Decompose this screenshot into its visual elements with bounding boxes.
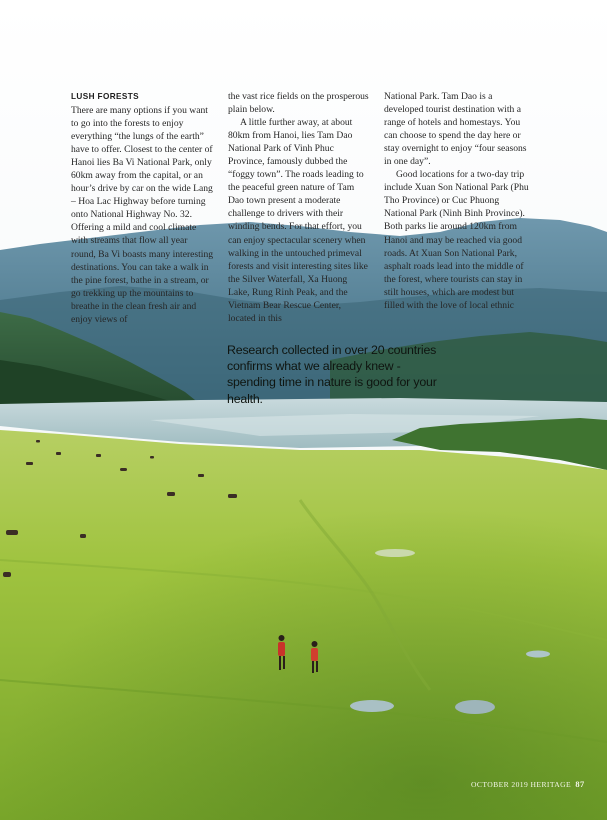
article-column-2 xyxy=(228,90,371,325)
column-3-paragraph-b: Good locations for a two-day trip include Xuan Son National Park (Phu Tho Province) or Cuc Phuong National Park (Ninh Binh Province). Both parks lie around 120km from Hanoi and may be reached via good roads. At Xuan Son National Park, asphalt roads lead into the middle of the forest, where tourists can stay in stilt houses, which are modest but filled with the love of local ethnic xyxy=(384,169,529,311)
column-3-paragraph-a: National Park. Tam Dao is a developed tourist destination with a range of hotels and homestays. You can choose to spend the day here or stay overnight to enjoy “four seasons in one day”. xyxy=(384,91,527,168)
pull-quote: Research collected in over 20 countries confirms what we already knew - spending time in nature is good for your health. xyxy=(227,343,437,406)
column-1-paragraph: There are many options if you want to go into the forests to enjoy everything “the lungs of the earth” have to offer. Closest to the center of Hanoi lies Ba Vi National Park, only 60km away from the capital, or an hour’s drive by car on the wide Lang – Hoa Lac Highway before turning onto National Highway No. 32. Offering a mild and cool climate with streams that flow all year round, Ba Vi boasts many interesting destinations. You can take a walk in the pine forest, bathe in a stream, or go trekking up the mountains to breathe in the clean fresh air and enjoy views of xyxy=(71,105,214,325)
article-column-3 xyxy=(384,90,529,312)
column-2-paragraph-b: A little further away, at about 80km from Hanoi, lies Tam Dao National Park of Vinh Phuc Province, famously dubbed the “foggy town”. The roads leading to the peaceful green nature of Tam Dao town present a moderate challenge to drivers with their winding bends. For that effort, you can enjoy spectacular scenery when walking in the untouched primeval forests and visit interesting sites like the Silver Waterfall, Xa Huong Lake, Rung Rinh Peak, and the Vietnam Bear Rescue Center, located in this xyxy=(228,117,368,324)
column-2-paragraph-a: the vast rice fields on the prosperous plain below. xyxy=(228,91,369,116)
page-number: 87 xyxy=(575,780,585,789)
article-column-1 xyxy=(71,90,214,326)
page-folio xyxy=(471,780,585,789)
folio-magazine: HERITAGE xyxy=(530,780,572,789)
folio-issue: OCTOBER 2019 xyxy=(471,780,529,789)
section-heading: LUSH FORESTS xyxy=(71,92,140,101)
